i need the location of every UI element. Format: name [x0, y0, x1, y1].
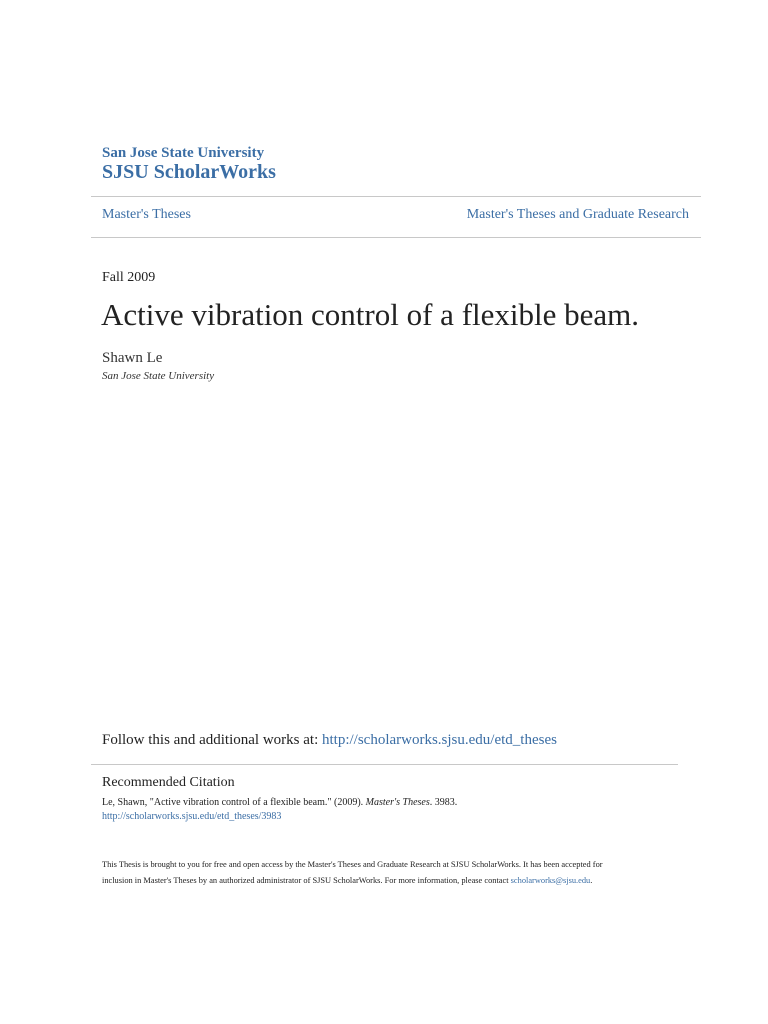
follow-label: Follow this and additional works at:	[102, 732, 322, 748]
citation-text-after: . 3983.	[429, 797, 458, 808]
citation-url-link[interactable]: http://scholarworks.sjsu.edu/etd_theses/3983	[102, 811, 282, 822]
notice-line-2-end: .	[590, 876, 593, 885]
thesis-title: Active vibration control of a flexible beam.	[101, 297, 640, 332]
divider-bottom	[91, 237, 701, 238]
citation-text	[102, 797, 457, 808]
repository-name-link[interactable]: SJSU ScholarWorks	[102, 161, 276, 183]
contact-email-link[interactable]: scholarworks@sjsu.edu	[510, 876, 591, 885]
access-notice	[102, 857, 682, 889]
author-affiliation: San Jose State University	[102, 370, 215, 382]
graduate-research-link[interactable]: Master's Theses and Graduate Research	[466, 207, 689, 222]
university-name: San Jose State University	[102, 145, 265, 161]
citation-heading: Recommended Citation	[102, 775, 235, 790]
masters-theses-link[interactable]: Master's Theses	[102, 207, 191, 222]
notice-line-2	[102, 876, 592, 885]
divider-citation	[91, 764, 678, 765]
author-name: Shawn Le	[102, 350, 163, 366]
citation-text-before: Le, Shawn, "Active vibration control of a flexible beam." (2009).	[102, 797, 366, 808]
citation-series: Master's Theses	[365, 797, 430, 808]
divider-top	[91, 196, 701, 197]
publication-date: Fall 2009	[102, 270, 156, 285]
notice-line-1: This Thesis is brought to you for free and open access by the Master's Theses and Graduate Research at SJSU ScholarWorks. It has been accepted for	[102, 860, 603, 869]
follow-line	[102, 732, 557, 749]
notice-line-2-text: inclusion in Master's Theses by an authorized administrator of SJSU ScholarWorks. For more information, please contact	[102, 876, 511, 885]
follow-url-link[interactable]: http://scholarworks.sjsu.edu/etd_theses	[321, 732, 557, 748]
